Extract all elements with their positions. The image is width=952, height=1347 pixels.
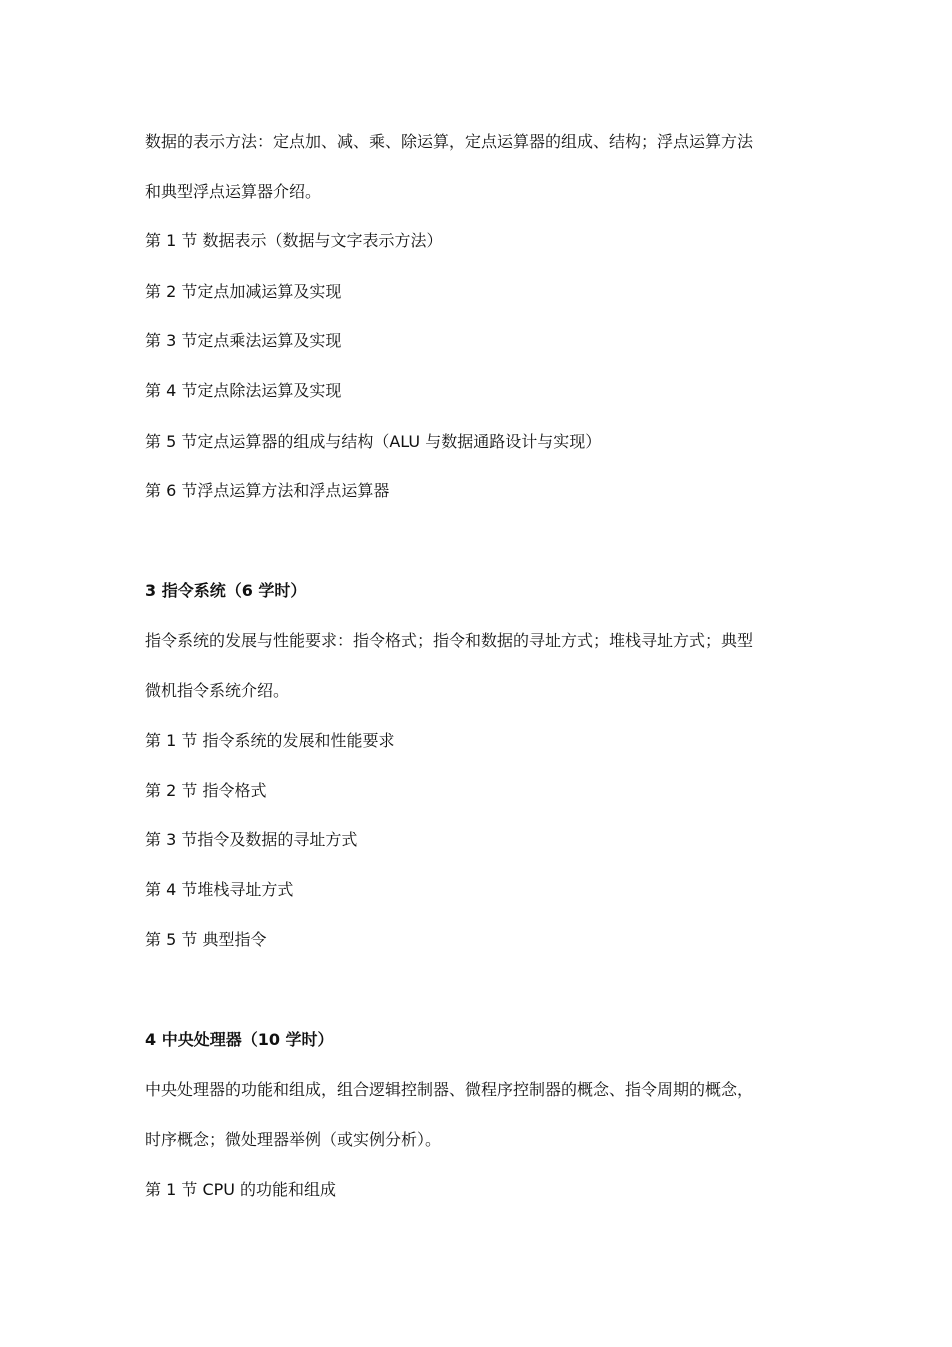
section4-heading: 4 中央处理器（10 学时） xyxy=(145,1030,334,1049)
section3-summary-line1: 指令系统的发展与性能要求：指令格式；指令和数据的寻址方式；堆栈寻址方式；典型 xyxy=(145,631,754,650)
section3-item-5: 第 5 节 典型指令 xyxy=(145,930,267,949)
section4-summary-line1: 中央处理器的功能和组成，组合逻辑控制器、微程序控制器的概念、指令周期的概念， xyxy=(145,1080,754,1099)
section2-item-1: 第 1 节 数据表示（数据与文字表示方法） xyxy=(145,231,443,250)
section2-item-2: 第 2 节定点加减运算及实现 xyxy=(145,282,342,301)
section4-summary-line2: 时序概念；微处理器举例（或实例分析）。 xyxy=(145,1130,442,1149)
section2-item-3: 第 3 节定点乘法运算及实现 xyxy=(145,331,342,350)
section2-item-4: 第 4 节定点除法运算及实现 xyxy=(145,381,342,400)
section3-item-3: 第 3 节指令及数据的寻址方式 xyxy=(145,830,358,849)
section3-heading: 3 指令系统（6 学时） xyxy=(145,581,307,600)
section3-item-1: 第 1 节 指令系统的发展和性能要求 xyxy=(145,731,395,750)
section2-item-6: 第 6 节浮点运算方法和浮点运算器 xyxy=(145,481,390,500)
section2-summary-line2: 和典型浮点运算器介绍。 xyxy=(145,182,322,201)
section3-summary-line2: 微机指令系统介绍。 xyxy=(145,681,290,700)
section3-item-2: 第 2 节 指令格式 xyxy=(145,781,267,800)
section3-item-4: 第 4 节堆栈寻址方式 xyxy=(145,880,294,899)
section2-summary-line1: 数据的表示方法：定点加、减、乘、除运算，定点运算器的组成、结构；浮点运算方法 xyxy=(145,132,754,151)
section4-item-1: 第 1 节 CPU 的功能和组成 xyxy=(145,1180,337,1199)
section2-item-5: 第 5 节定点运算器的组成与结构（ALU 与数据通路设计与实现） xyxy=(145,432,602,451)
